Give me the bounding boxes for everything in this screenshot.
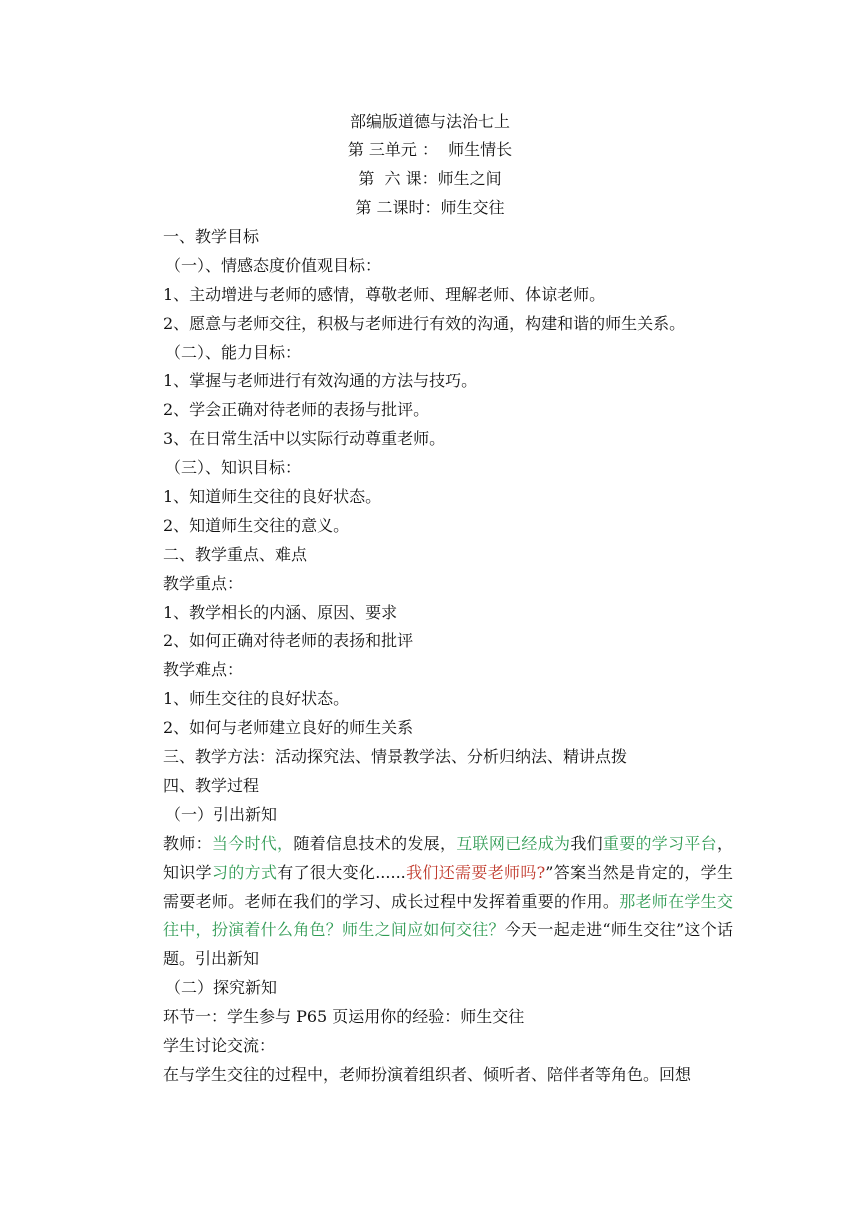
list-item: 1、知道师生交往的良好状态。: [163, 487, 382, 507]
section-heading: 二、教学重点、难点: [163, 544, 308, 564]
subsection-heading: （二）、能力目标：: [165, 342, 302, 362]
list-item: 学生讨论交流：: [163, 1036, 276, 1056]
section-heading: 四、教学过程: [163, 775, 260, 795]
subsection-heading: （一）引出新知: [165, 804, 278, 824]
list-item: 1、师生交往的良好状态。: [163, 689, 350, 709]
unit-title: 第 三单元 ： 师生情长: [347, 140, 513, 159]
highlight-green: 那老师在学生交往中，扮演着什么角色？师生之间应如何交往？: [163, 891, 733, 940]
highlight-green: 当今时代，: [211, 833, 294, 853]
text-run: 教师：: [163, 833, 212, 853]
document-body: [163, 223, 733, 1090]
text-run: ，知识学: [163, 833, 733, 882]
subsection-heading: （三）、知识目标：: [165, 458, 302, 478]
list-item: 1、掌握与老师进行有效沟通的方法与技巧。: [163, 371, 478, 391]
list-item: 1、教学相长的内涵、原因、要求: [163, 602, 398, 622]
text-run: 我们: [570, 833, 603, 853]
text-run: 有了很大变化......: [277, 862, 406, 882]
section-heading: 三、教学方法：活动探究法、情景教学法、分析归纳法、精讲点拨: [163, 747, 628, 767]
text-run: 随着信息技术的发展，: [293, 833, 457, 853]
list-item: 2、如何正确对待老师的表扬和批评: [163, 631, 414, 651]
highlight-green: 重要的学习平台: [602, 833, 717, 853]
text-run: 今天一起走进“师生交往”这个话题。引出新知: [163, 920, 733, 969]
text-run: ”答案当然是肯定的，学生需要老师。老师在我们的学习、成长过程中发挥着重要的作用。: [163, 862, 733, 911]
list-item: 1、主动增进与老师的感情，尊敬老师、理解老师、体谅老师。: [163, 284, 606, 304]
list-item: 2、知道师生交往的意义。: [163, 515, 350, 535]
subsection-heading: 教学难点：: [163, 660, 244, 680]
list-item: 2、如何与老师建立良好的师生关系: [163, 718, 414, 738]
highlight-green: 习的方式: [211, 862, 278, 882]
period-title: 第 二课时：师生交往: [355, 198, 505, 217]
list-item: 环节一：学生参与 P65 页运用你的经验：师生交往: [163, 1007, 525, 1027]
lesson-title: 第 六 课：师生之间: [358, 169, 502, 188]
list-item: 在与学生交往的过程中，老师扮演着组织者、倾听者、陪伴者等角色。回想: [163, 1064, 692, 1084]
subsection-heading: （一）、情感态度价值观目标：: [165, 255, 382, 275]
list-item: 2、愿意与老师交往，积极与老师进行有效的沟通，构建和谐的师生关系。: [163, 313, 686, 333]
intro-paragraph: [163, 830, 733, 975]
doc-title: 部编版道德与法治七上: [349, 112, 510, 131]
section-heading: 一、教学目标: [163, 227, 260, 246]
subsection-heading: 教学重点：: [163, 573, 244, 593]
list-item: 2、学会正确对待老师的表扬与批评。: [163, 400, 430, 420]
highlight-red: 我们还需要老师吗?: [405, 862, 546, 882]
highlight-green: 互联网已经成为: [456, 833, 571, 853]
subsection-heading: （二）探究新知: [165, 978, 278, 998]
list-item: 3、在日常生活中以实际行动尊重老师。: [163, 429, 446, 449]
